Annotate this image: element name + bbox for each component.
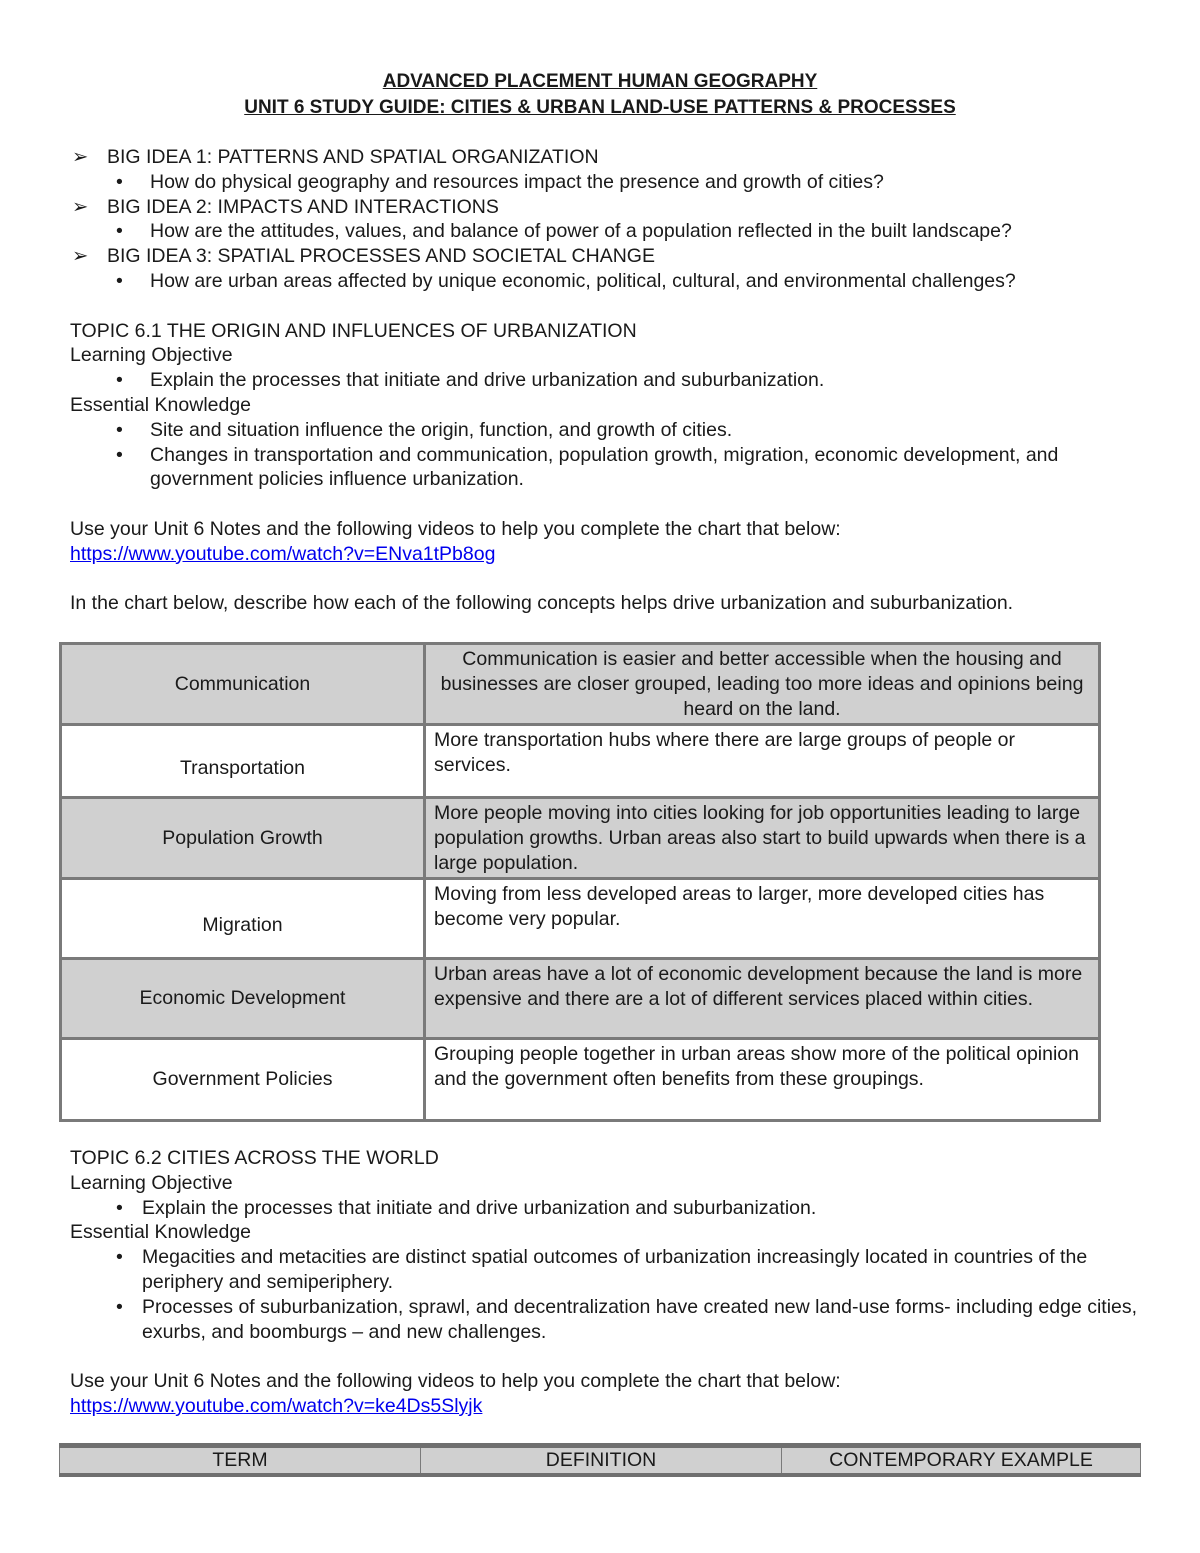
terms-table (59, 1443, 1141, 1477)
big-idea-label: BIG IDEA 1: PATTERNS AND SPATIAL ORGANIZATION (107, 146, 599, 168)
question-text: How are urban areas affected by unique economic, political, cultural, and environmental challenges? (150, 269, 1016, 292)
arrow-bullet-icon: ➢ (72, 195, 89, 218)
knowledge-text: Processes of suburbanization, sprawl, and decentralization have created new land-use forms- including edge cities, exurbs, and boomburgs – and new challenges. (142, 1295, 1138, 1343)
column-header-definition: DEFINITION (421, 1446, 782, 1475)
table-row (61, 1039, 1100, 1121)
video-link[interactable]: https://www.youtube.com/watch?v=ke4Ds5Slyjk (70, 1394, 483, 1417)
answer-cell[interactable]: More transportation hubs where there are large groups of people or services. (425, 725, 1100, 798)
bullet-icon: • (116, 443, 123, 466)
answer-cell[interactable]: Moving from less developed areas to larger, more developed cities has become very popular. (425, 879, 1100, 959)
bullet-icon: • (116, 418, 123, 441)
answer-cell[interactable]: Urban areas have a lot of economic development because the land is more expensive and there are a lot of different services placed within cities. (425, 959, 1100, 1039)
big-idea-label: BIG IDEA 3: SPATIAL PROCESSES AND SOCIETAL CHANGE (107, 245, 655, 268)
table-row (61, 644, 1100, 725)
column-header-term: TERM (60, 1446, 421, 1475)
learning-objective (70, 1196, 1150, 1221)
table-row (61, 725, 1100, 798)
learning-objective-label: Learning Objective (70, 344, 233, 367)
question-text: How do physical geography and resources impact the presence and growth of cities? (150, 170, 884, 193)
bullet-icon: • (116, 220, 123, 243)
arrow-bullet-icon: ➢ (72, 146, 89, 168)
essential-knowledge-item (70, 443, 1140, 493)
objective-text: Explain the processes that initiate and drive urbanization and suburbanization. (142, 1196, 817, 1219)
big-idea-2 (70, 195, 1140, 220)
big-idea-question (70, 269, 1140, 294)
table-row (61, 959, 1100, 1039)
topic-heading: TOPIC 6.2 CITIES ACROSS THE WORLD (70, 1147, 439, 1169)
table-row (61, 798, 1100, 879)
table-row (61, 879, 1100, 959)
bullet-icon: • (116, 1246, 123, 1269)
bullet-icon: • (116, 170, 123, 193)
instructions: Use your Unit 6 Notes and the following videos to help you complete the chart that below: (70, 1370, 841, 1393)
answer-cell[interactable]: Grouping people together in urban areas show more of the political opinion and the government often benefits from these groupings. (425, 1039, 1100, 1121)
essential-knowledge-label: Essential Knowledge (70, 1221, 252, 1244)
document-title: ADVANCED PLACEMENT HUMAN GEOGRAPHY (382, 71, 818, 92)
knowledge-text: Megacities and metacities are distinct spatial outcomes of urbanization increasingly located in countries of the periphery and semiperiphery. (142, 1246, 1088, 1293)
knowledge-text: Changes in transportation and communication, population growth, migration, economic development, and government policies influence urbanization. (150, 443, 1059, 491)
learning-objective-label: Learning Objective (70, 1171, 233, 1194)
concept-cell: Government Policies (61, 1039, 425, 1121)
big-idea-question (70, 170, 1140, 195)
answer-cell[interactable]: More people moving into cities looking for job opportunities leading to large population growths. Urban areas also start to build upwards when there is a large population. (425, 798, 1100, 879)
arrow-bullet-icon: ➢ (72, 245, 89, 268)
answer-cell[interactable]: Communication is easier and better accessible when the housing and businesses are closer grouped, leading too more ideas and opinions being heard on the land. (425, 644, 1100, 725)
bullet-icon: • (116, 1295, 123, 1318)
column-header-example: CONTEMPORARY EXAMPLE (782, 1446, 1141, 1475)
big-idea-1 (70, 145, 1140, 170)
concept-cell: Communication (61, 644, 425, 725)
essential-knowledge-item (70, 418, 1140, 443)
instructions: Use your Unit 6 Notes and the following videos to help you complete the chart that below: (70, 517, 841, 540)
video-link[interactable]: https://www.youtube.com/watch?v=ENva1tPb8og (70, 542, 496, 565)
chart-intro: In the chart below, describe how each of the following concepts helps drive urbanization and suburbanization. (70, 592, 1014, 615)
bullet-icon: • (116, 1196, 123, 1219)
table-header-row (60, 1446, 1141, 1475)
topic-heading: TOPIC 6.1 THE ORIGIN AND INFLUENCES OF URBANIZATION (70, 319, 637, 342)
big-idea-label: BIG IDEA 2: IMPACTS AND INTERACTIONS (107, 195, 499, 218)
concepts-table (59, 642, 1101, 1122)
topic-6-2 (70, 1146, 1150, 1419)
essential-knowledge-label: Essential Knowledge (70, 393, 252, 416)
concept-cell: Economic Development (61, 959, 425, 1039)
big-ideas (70, 145, 1140, 616)
objective-text: Explain the processes that initiate and drive urbanization and suburbanization. (150, 369, 825, 392)
concept-cell: Population Growth (61, 798, 425, 879)
learning-objective (70, 368, 1140, 393)
essential-knowledge-item (70, 1245, 1150, 1295)
knowledge-text: Site and situation influence the origin, function, and growth of cities. (150, 418, 733, 441)
concept-cell: Transportation (61, 725, 425, 798)
big-idea-question (70, 219, 1140, 244)
document-subtitle: UNIT 6 STUDY GUIDE: CITIES & URBAN LAND-USE PATTERNS & PROCESSES (244, 97, 956, 118)
question-text: How are the attitudes, values, and balance of power of a population reflected in the built landscape? (150, 220, 1012, 243)
concept-cell: Migration (61, 879, 425, 959)
essential-knowledge-item (70, 1295, 1150, 1345)
big-idea-3 (70, 244, 1140, 269)
bullet-icon: • (116, 269, 123, 292)
bullet-icon: • (116, 369, 123, 392)
